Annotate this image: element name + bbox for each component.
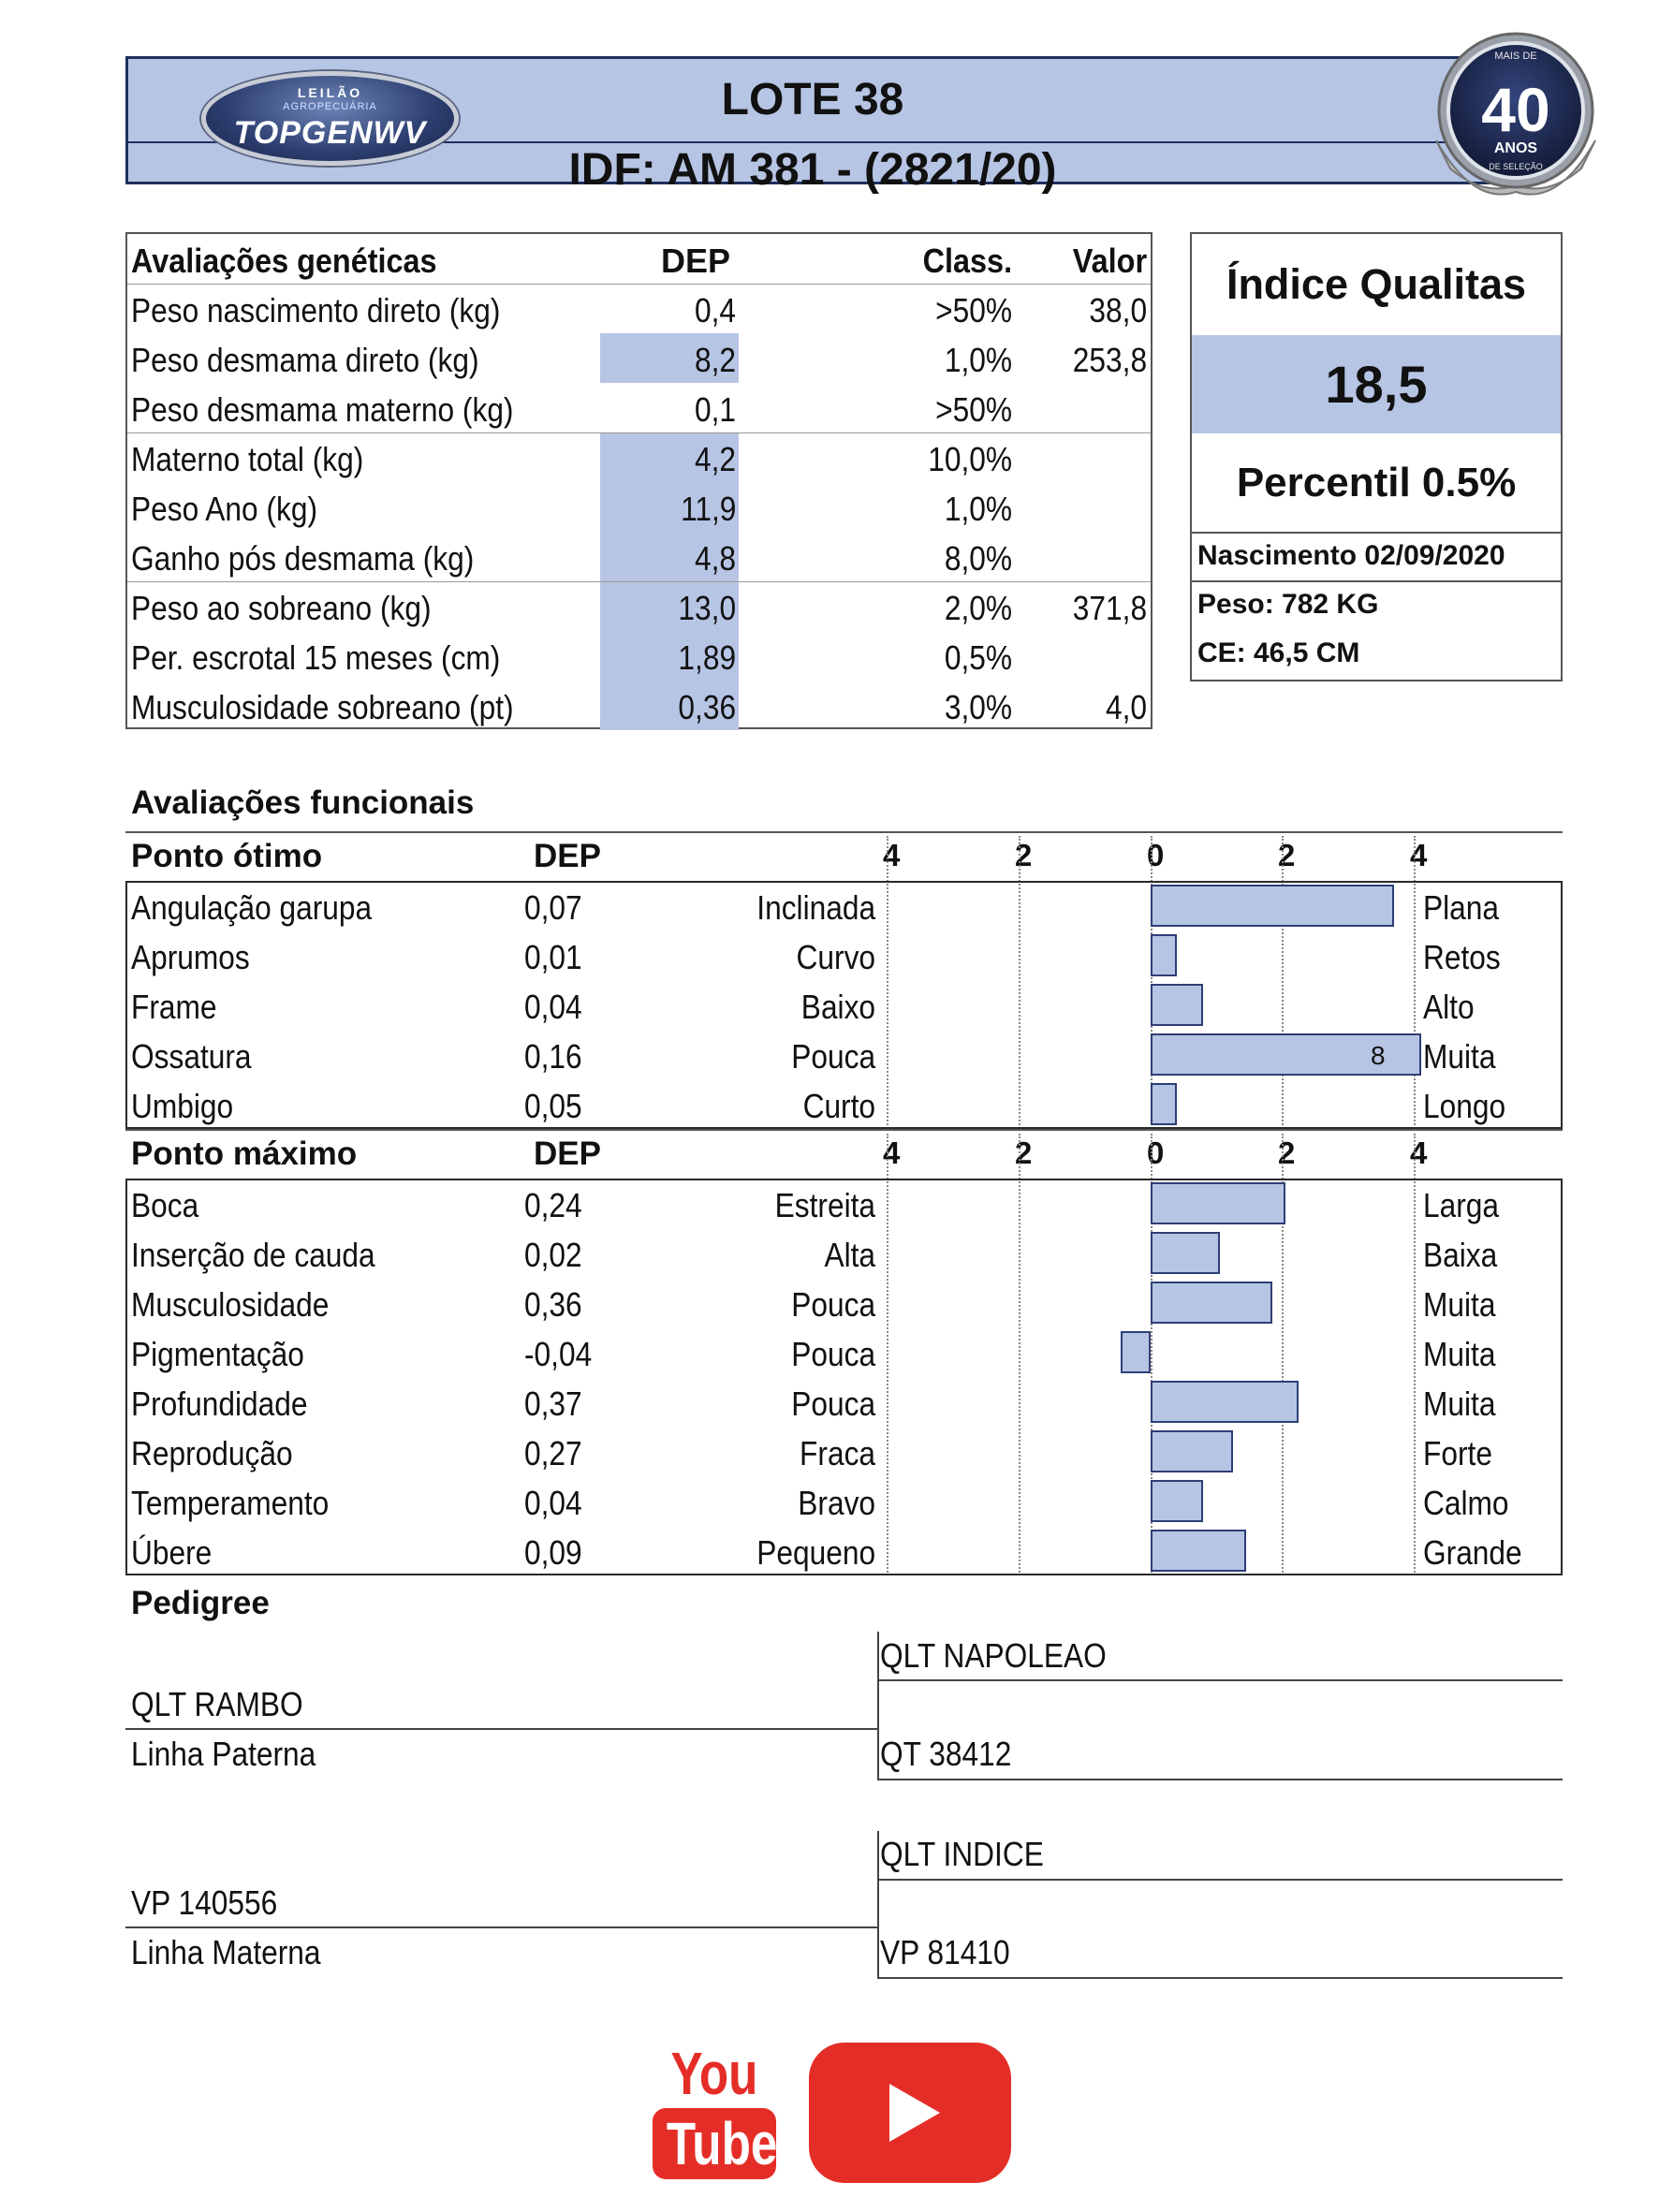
sire-sire-name: QLT NAPOLEAO <box>880 1636 1107 1675</box>
genetic-trait: Peso ao sobreano (kg) <box>131 589 432 627</box>
functional-dep-header: DEP <box>534 1135 601 1172</box>
qualitas-index-value: 18,5 <box>1192 335 1561 433</box>
badge-unit: ANOS <box>1493 140 1538 156</box>
birth-date: Nascimento 02/09/2020 <box>1197 540 1505 571</box>
functional-low-label: Estreita <box>774 1186 875 1224</box>
qualitas-panel <box>1190 232 1563 681</box>
genetic-class: 8,0% <box>944 539 1012 578</box>
functional-trait: Frame <box>131 988 217 1026</box>
functional-trait: Profundidade <box>131 1384 308 1423</box>
functional-bar <box>1151 1182 1285 1224</box>
genetic-class: 2,0% <box>944 589 1012 627</box>
scale-tick-label: 4 <box>883 1135 901 1170</box>
functional-bar <box>1151 1282 1272 1324</box>
ped-line <box>125 1728 877 1730</box>
functional-dep: 0,05 <box>524 1087 582 1125</box>
badge-number: 40 <box>1481 75 1550 144</box>
lot-idf: IDF: AM 381 - (2821/20) <box>568 145 1057 195</box>
scale-tick-label: 0 <box>1147 1135 1165 1170</box>
functional-high-label: Muita <box>1423 1335 1496 1373</box>
functional-bar <box>1151 984 1203 1026</box>
functional-high-label: Muita <box>1423 1384 1496 1423</box>
genetic-header-dep: DEP <box>661 242 731 280</box>
functional-bar <box>1151 1083 1177 1125</box>
functional-high-label: Muita <box>1423 1285 1496 1324</box>
functional-low-label: Curto <box>802 1087 875 1125</box>
functional-trait: Úbere <box>131 1533 213 1572</box>
functional-high-label: Retos <box>1423 938 1501 976</box>
genetic-header-row <box>127 234 1151 284</box>
sire-name: QLT RAMBO <box>131 1685 303 1723</box>
genetic-dep: 1,89 <box>678 638 736 677</box>
genetic-trait: Peso desmama materno (kg) <box>131 390 514 429</box>
dam-dam-name: VP 81410 <box>880 1933 1010 1971</box>
ped-line <box>877 1977 1563 1979</box>
genetic-trait: Musculosidade sobreano (pt) <box>131 688 514 726</box>
functional-high-label: Baixa <box>1423 1236 1498 1274</box>
functional-divider <box>125 1129 1563 1131</box>
scale-tick-label: 4 <box>1410 838 1428 872</box>
functional-trait: Umbigo <box>131 1087 234 1125</box>
genetic-trait: Peso Ano (kg) <box>131 490 317 528</box>
functional-divider <box>125 831 1563 833</box>
genetic-value: 4,0 <box>1105 688 1147 726</box>
functional-trait: Pigmentação <box>131 1335 304 1373</box>
genetic-dep: 4,2 <box>694 440 736 478</box>
functional-low-label: Alta <box>824 1236 875 1274</box>
functional-bar <box>1151 1480 1203 1522</box>
ped-line <box>877 1679 1563 1681</box>
genetic-row <box>127 432 1151 482</box>
genetic-trait: Per. escrotal 15 meses (cm) <box>131 638 501 677</box>
functional-high-label: Alto <box>1423 988 1475 1026</box>
functional-high-label: Calmo <box>1423 1484 1509 1522</box>
functional-high-label: Muita <box>1423 1037 1496 1076</box>
genetic-value: 38,0 <box>1089 291 1147 330</box>
functional-low-label: Fraca <box>800 1434 875 1472</box>
ped-connector <box>877 1632 879 1779</box>
functional-trait: Aprumos <box>131 938 250 976</box>
functional-dep: 0,37 <box>524 1384 582 1423</box>
functional-group-header: Ponto máximo <box>131 1135 358 1172</box>
genetic-dep: 0,36 <box>678 688 736 726</box>
genetic-row <box>127 581 1151 631</box>
qualitas-percentile: Percentil 0.5% <box>1236 459 1517 505</box>
qualitas-title: Índice Qualitas <box>1226 260 1527 308</box>
functional-title: Avaliações funcionais <box>131 784 475 821</box>
animal-weight: Peso: 782 KG <box>1197 589 1379 620</box>
functional-dep: 0,27 <box>524 1434 582 1472</box>
genetic-row <box>127 681 1151 730</box>
functional-low-label: Curvo <box>796 938 875 976</box>
functional-dep: 0,24 <box>524 1186 582 1224</box>
functional-dep: 0,16 <box>524 1037 582 1076</box>
youtube-wordmark[interactable] <box>649 2041 780 2181</box>
ped-line <box>877 1879 1563 1881</box>
genetic-class: 0,5% <box>944 638 1012 677</box>
functional-high-label: Plana <box>1423 888 1500 927</box>
functional-high-label: Longo <box>1423 1087 1506 1125</box>
logo-line3: TOPGENWV <box>233 115 427 151</box>
dam-line-label: Linha Materna <box>131 1933 321 1971</box>
youtube-play-icon[interactable] <box>807 2041 1013 2185</box>
ped-connector <box>877 1831 879 1977</box>
functional-low-label: Baixo <box>800 988 875 1026</box>
genetic-class: >50% <box>935 390 1012 429</box>
youtube-word-you: You <box>670 2040 758 2107</box>
genetic-trait: Peso nascimento direto (kg) <box>131 291 501 330</box>
dam-sire-name: QLT INDICE <box>880 1835 1044 1873</box>
scale-tick-label: 0 <box>1147 838 1165 872</box>
functional-low-label: Pouca <box>791 1285 875 1324</box>
genetic-row <box>127 482 1151 532</box>
functional-trait: Ossatura <box>131 1037 252 1076</box>
genetic-evaluations-table <box>125 232 1152 729</box>
functional-dep-header: DEP <box>534 838 601 874</box>
lot-title: LOTE 38 <box>721 75 904 125</box>
dam-name: VP 140556 <box>131 1883 278 1922</box>
functional-bar <box>1151 1530 1246 1572</box>
genetic-header-trait: Avaliações genéticas <box>131 242 437 280</box>
functional-dep: 0,36 <box>524 1285 582 1324</box>
genetic-dep: 0,1 <box>694 390 736 429</box>
genetic-value: 253,8 <box>1072 341 1147 379</box>
genetic-dep: 13,0 <box>678 589 736 627</box>
functional-bar <box>1151 1381 1299 1423</box>
genetic-row <box>127 383 1151 432</box>
functional-low-label: Pouca <box>791 1384 875 1423</box>
genetic-header-class: Class. <box>922 242 1012 280</box>
youtube-word-tube: Tube <box>653 2108 776 2179</box>
genetic-dep: 0,4 <box>694 291 736 330</box>
functional-trait: Musculosidade <box>131 1285 330 1324</box>
sire-dam-name: QT 38412 <box>880 1735 1012 1773</box>
functional-low-label: Inclinada <box>756 888 875 927</box>
scrotal-circumference: CE: 46,5 CM <box>1197 637 1360 668</box>
functional-trait: Angulação garupa <box>131 888 373 927</box>
functional-bar <box>1151 1033 1421 1076</box>
functional-dep: 0,09 <box>524 1533 582 1572</box>
sire-line-label: Linha Paterna <box>131 1735 316 1773</box>
ped-line <box>125 1926 877 1928</box>
functional-dep: 0,02 <box>524 1236 582 1274</box>
scale-tick-label: 2 <box>1015 1135 1033 1170</box>
functional-trait: Reprodução <box>131 1434 293 1472</box>
genetic-class: 1,0% <box>944 490 1012 528</box>
badge-bottom-text: DE SELEÇÃO <box>1489 162 1543 171</box>
scale-tick-label: 4 <box>883 838 901 872</box>
genetic-row <box>127 631 1151 681</box>
functional-high-label: Forte <box>1423 1434 1492 1472</box>
genetic-dep: 11,9 <box>680 490 736 528</box>
functional-low-label: Pequeno <box>756 1533 875 1572</box>
scale-tick-label: 2 <box>1015 838 1033 872</box>
functional-low-label: Pouca <box>791 1037 875 1076</box>
functional-bar <box>1151 1232 1220 1274</box>
functional-trait: Inserção de cauda <box>131 1236 375 1274</box>
genetic-dep: 8,2 <box>694 341 736 379</box>
genetic-class: 1,0% <box>944 341 1012 379</box>
functional-high-label: Grande <box>1423 1533 1522 1572</box>
topgen-logo <box>201 71 459 166</box>
genetic-trait: Materno total (kg) <box>131 440 364 478</box>
ped-line <box>877 1779 1563 1780</box>
logo-line2: AGROPECUÁRIA <box>283 101 377 112</box>
forty-years-badge <box>1417 28 1614 211</box>
functional-trait: Temperamento <box>131 1484 330 1522</box>
genetic-header-value: Valor <box>1072 242 1147 280</box>
pedigree-title: Pedigree <box>131 1585 270 1621</box>
scale-tick-label: 2 <box>1278 1135 1296 1170</box>
genetic-class: >50% <box>935 291 1012 330</box>
functional-dep: -0,04 <box>524 1335 593 1373</box>
genetic-value: 371,8 <box>1072 589 1147 627</box>
bar-value-label: 8 <box>1371 1041 1386 1070</box>
functional-low-label: Bravo <box>798 1484 875 1522</box>
genetic-class: 10,0% <box>928 440 1012 478</box>
genetic-row <box>127 333 1151 383</box>
functional-group-header: Ponto ótimo <box>131 838 323 874</box>
functional-bar <box>1151 885 1394 927</box>
badge-top-text: MAIS DE <box>1494 51 1537 62</box>
functional-trait: Boca <box>131 1186 199 1224</box>
functional-dep: 0,07 <box>524 888 582 927</box>
functional-bar <box>1151 934 1177 976</box>
logo-line1: LEILÃO <box>297 85 363 100</box>
functional-high-label: Larga <box>1423 1186 1500 1224</box>
functional-bar <box>1121 1331 1151 1373</box>
genetic-row <box>127 284 1151 333</box>
functional-bar <box>1151 1430 1233 1472</box>
functional-dep: 0,01 <box>524 938 582 976</box>
genetic-trait: Peso desmama direto (kg) <box>131 341 479 379</box>
functional-dep: 0,04 <box>524 988 582 1026</box>
genetic-row <box>127 532 1151 581</box>
functional-dep: 0,04 <box>524 1484 582 1522</box>
scale-tick-label: 2 <box>1278 838 1296 872</box>
genetic-dep: 4,8 <box>694 539 736 578</box>
genetic-class: 3,0% <box>944 688 1012 726</box>
functional-low-label: Pouca <box>791 1335 875 1373</box>
scale-tick-label: 4 <box>1410 1135 1428 1170</box>
genetic-trait: Ganho pós desmama (kg) <box>131 539 475 578</box>
